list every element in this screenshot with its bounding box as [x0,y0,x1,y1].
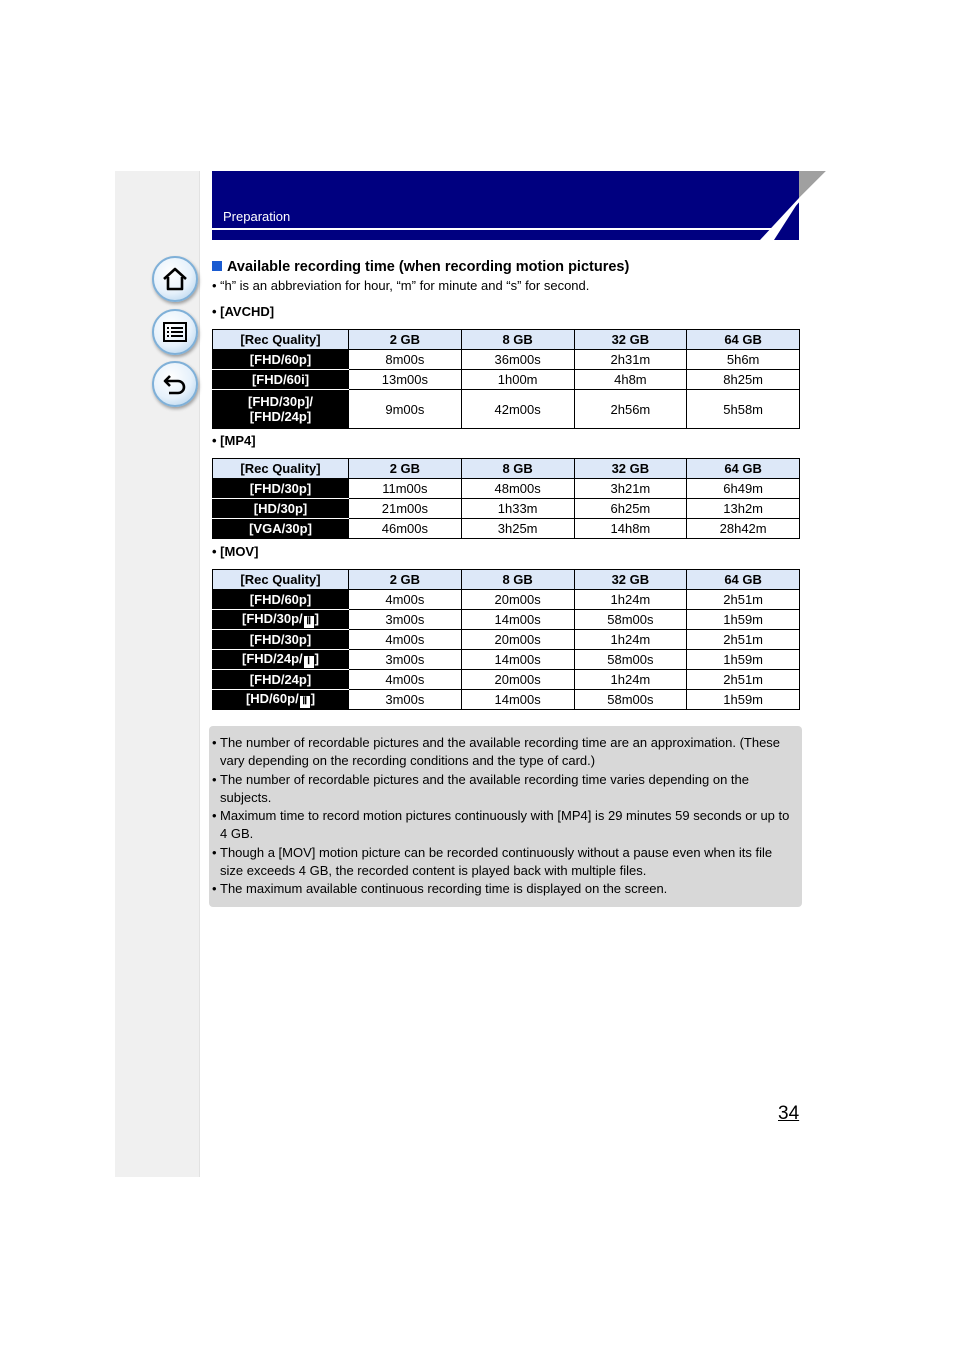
header-cell: 8 GB [461,570,574,590]
table-header-row [213,459,800,479]
rec-quality-cell: [HD/30p] [213,499,349,519]
table-row [213,670,800,690]
time-cell: 6h49m [687,479,800,499]
section-heading-text: Available recording time (when recording motion pictures) [227,259,630,275]
rec-quality-text: [FHD/30p/ [241,611,303,626]
time-cell: 4m00s [349,590,462,610]
table-row [213,519,800,539]
all-intra-icon: Ⅱ [300,696,310,708]
menu-icon [161,318,189,346]
time-cell: 36m00s [461,350,574,370]
table-row [213,630,800,650]
time-cell: 3h25m [461,519,574,539]
header-cell: 32 GB [574,570,687,590]
rec-quality-cell: [FHD/30p] [213,630,349,650]
time-cell: 3m00s [349,650,462,670]
time-cell: 3h21m [574,479,687,499]
rec-quality-text: ] [314,611,319,626]
time-cell: 1h24m [574,590,687,610]
time-cell: 9m00s [349,390,462,429]
rec-quality-cell [213,690,349,710]
header-cell: 2 GB [349,570,462,590]
time-cell: 14h8m [574,519,687,539]
notes-box [209,726,802,907]
list-item: • Maximum time to record motion pictures continuously with [MP4] is 29 minutes 59 seconds or up to 4 GB. [212,807,796,844]
header-cell: 64 GB [687,330,800,350]
list-item: • The number of recordable pictures and the available recording time are an approximation. (These vary depending on the recording conditions and the type of card.) [212,734,796,771]
rec-quality-cell [213,610,349,630]
header-cell: [Rec Quality] [213,459,349,479]
rec-quality-cell [213,390,349,429]
time-cell: 13h2m [687,499,800,519]
list-item: • The maximum available continuous recording time is displayed on the screen. [212,880,796,898]
time-cell: 2h51m [687,590,800,610]
time-cell: 58m00s [574,650,687,670]
back-icon [161,370,189,398]
abbreviation-note: • “h” is an abbreviation for hour, “m” for minute and “s” for second. [212,278,590,293]
rec-quality-text: [FHD/24p/ [241,651,303,666]
time-cell: 8h25m [687,370,800,390]
page-number: 34 [778,1103,800,1124]
rec-quality-cell: [FHD/30p] [213,479,349,499]
rec-quality-cell: [FHD/24p] [213,670,349,690]
format-label-mov: • [MOV] [212,544,259,559]
recording-time-table-avchd [212,329,800,429]
rec-quality-cell: [FHD/60p] [213,350,349,370]
table-row [213,350,800,370]
time-cell: 3m00s [349,690,462,710]
header-cell: [Rec Quality] [213,330,349,350]
time-cell: 48m00s [461,479,574,499]
time-cell: 28h42m [687,519,800,539]
time-cell: 1h59m [687,690,800,710]
header-cell: 64 GB [687,570,800,590]
home-icon [161,265,189,293]
back-button[interactable] [152,361,198,407]
time-cell: 3m00s [349,610,462,630]
header-cell: 2 GB [349,330,462,350]
all-intra-icon: Ⅱ [304,616,314,628]
header-underline [212,228,774,230]
list-item: • The number of recordable pictures and the available recording time varies depending on the subjects. [212,771,796,808]
rec-quality-cell [213,650,349,670]
header-cell: 2 GB [349,459,462,479]
rec-quality-cell: [VGA/30p] [213,519,349,539]
time-cell: 1h24m [574,630,687,650]
home-button[interactable] [152,256,198,302]
square-bullet-icon [212,261,222,271]
page-title: Preparation [223,209,291,224]
time-cell: 5h58m [687,390,800,429]
time-cell: 4m00s [349,630,462,650]
time-cell: 5h6m [687,350,800,370]
table-header-row [213,330,800,350]
time-cell: 14m00s [461,650,574,670]
header-cell: [Rec Quality] [213,570,349,590]
table-row [213,390,800,429]
header-cell: 64 GB [687,459,800,479]
time-cell: 21m00s [349,499,462,519]
all-intra-icon: Ⅰ [304,656,314,668]
table-row [213,590,800,610]
rec-quality-text: ] [310,691,316,706]
time-cell: 2h51m [687,670,800,690]
time-cell: 2h56m [574,390,687,429]
table-row [213,479,800,499]
contents-menu-button[interactable] [152,309,198,355]
time-cell: 4h8m [574,370,687,390]
notes-list [209,726,802,899]
header-cell: 32 GB [574,330,687,350]
rec-quality-cell: [FHD/60p] [213,590,349,610]
time-cell: 14m00s [461,690,574,710]
header-cell: 8 GB [461,330,574,350]
format-label-mp4: • [MP4] [212,433,256,448]
format-label-avchd: • [AVCHD] [212,304,275,319]
time-cell: 20m00s [461,670,574,690]
table-row [213,650,800,670]
time-cell: 8m00s [349,350,462,370]
time-cell: 14m00s [461,610,574,630]
rec-quality-line: [FHD/24p] [249,409,312,424]
time-cell: 58m00s [574,610,687,630]
time-cell: 20m00s [461,590,574,610]
time-cell: 58m00s [574,690,687,710]
rec-quality-text: ] [314,651,319,666]
rec-quality-line: [FHD/30p]/ [248,394,313,409]
time-cell: 1h59m [687,610,800,630]
time-cell: 1h00m [461,370,574,390]
time-cell: 46m00s [349,519,462,539]
time-cell: 6h25m [574,499,687,519]
table-row [213,370,800,390]
time-cell: 2h51m [687,630,800,650]
time-cell: 4m00s [349,670,462,690]
list-item: • Though a [MOV] motion picture can be recorded continuously without a pause even when its file size exceeds 4 GB, the recorded content is played back with multiple files. [212,844,796,881]
table-row [213,610,800,630]
time-cell: 2h31m [574,350,687,370]
recording-time-table-mov [212,569,800,710]
header-cell: 32 GB [574,459,687,479]
table-row [213,690,800,710]
table-header-row [213,570,800,590]
time-cell: 1h24m [574,670,687,690]
table-row [213,499,800,519]
rec-quality-text: [HD/60p/ [245,691,299,706]
time-cell: 1h59m [687,650,800,670]
recording-time-table-mp4 [212,458,800,539]
section-heading [212,259,629,275]
time-cell: 13m00s [349,370,462,390]
time-cell: 42m00s [461,390,574,429]
time-cell: 11m00s [349,479,462,499]
rec-quality-cell: [FHD/60i] [213,370,349,390]
header-cell: 8 GB [461,459,574,479]
time-cell: 1h33m [461,499,574,519]
time-cell: 20m00s [461,630,574,650]
